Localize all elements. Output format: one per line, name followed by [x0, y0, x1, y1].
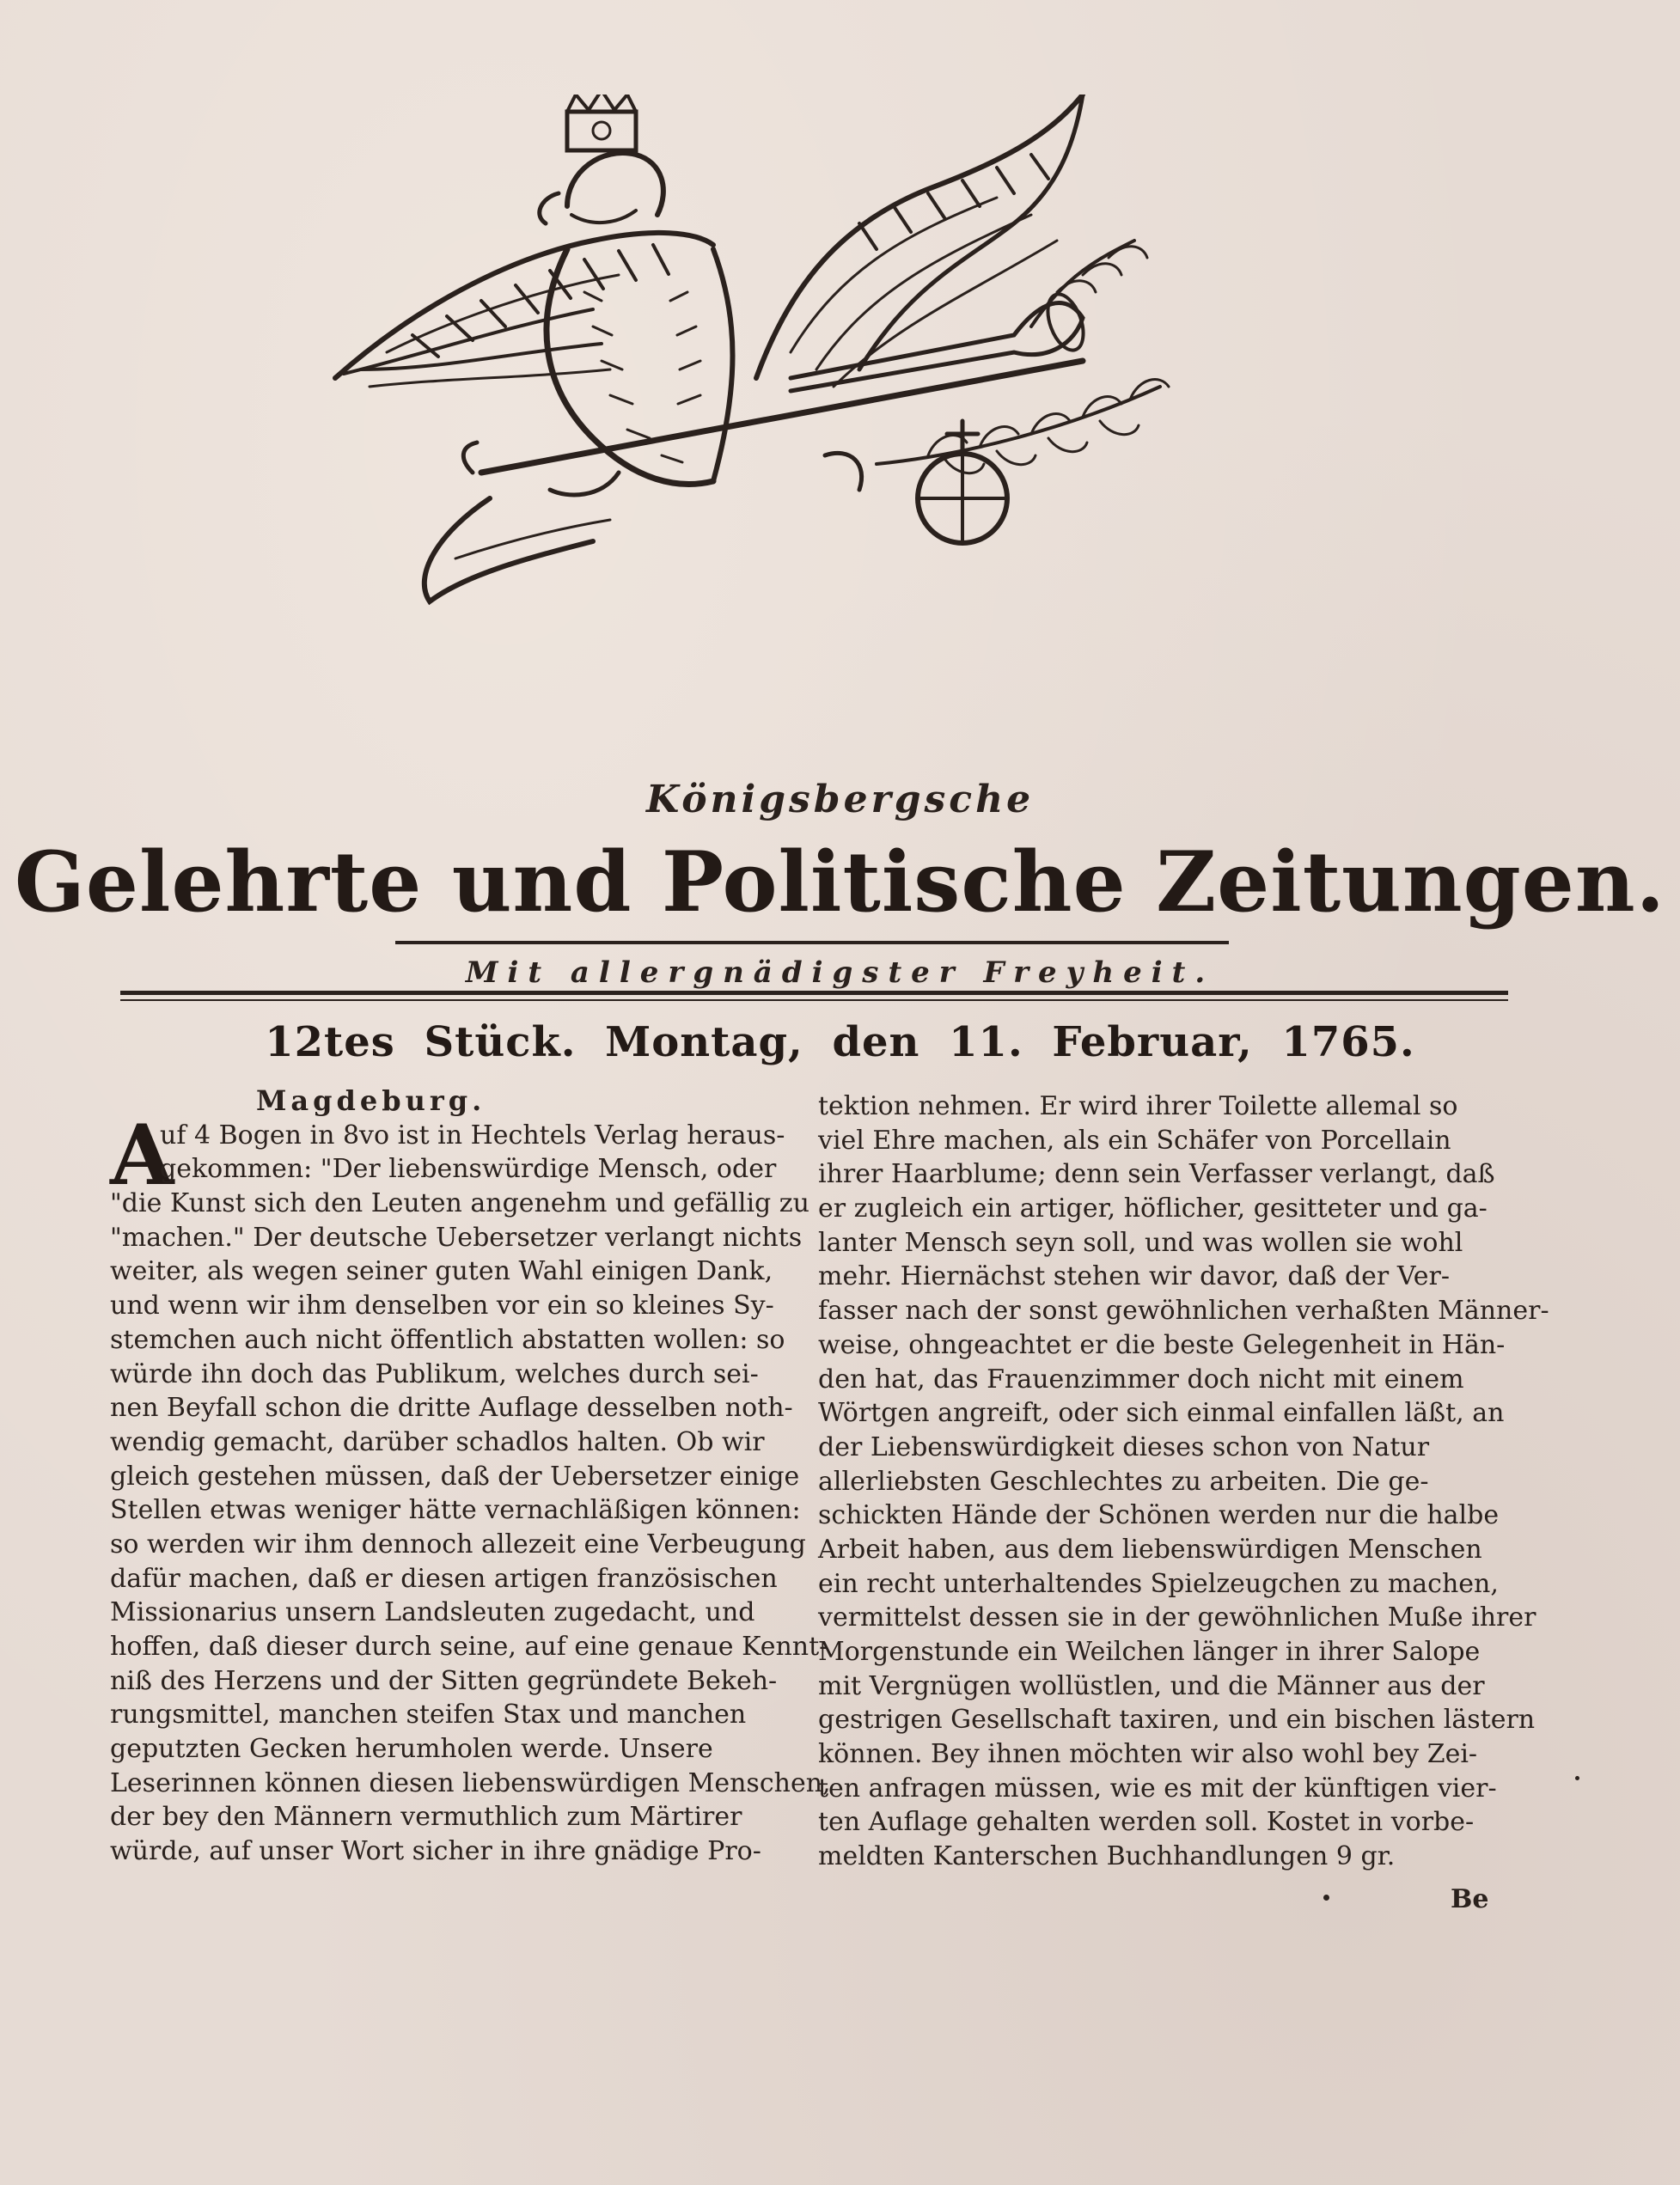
text-line: können. Bey ihnen möchten wir also wohl bey Zei-: [818, 1739, 1478, 1770]
article-column-right: [818, 1089, 1549, 1874]
catchword: Be: [1451, 1884, 1489, 1914]
text-line: viel Ehre machen, als ein Schäfer von Porcellain: [818, 1125, 1451, 1156]
text-line: der Liebenswürdigkeit dieses schon von Natur: [818, 1431, 1430, 1462]
text-line: würde ihn doch das Publikum, welches durch sei-: [110, 1358, 759, 1389]
text-line: ten anfragen müssen, wie es mit der künftigen vier-: [818, 1773, 1497, 1804]
text-line: er zugleich ein artiger, höflicher, gesitteter und ga-: [818, 1193, 1488, 1224]
text-line: ein recht unterhaltendes Spielzeugchen zu machen,: [818, 1568, 1499, 1599]
text-line: fasser nach der sonst gewöhnlichen verhaßten Männer-: [818, 1296, 1549, 1327]
text-line: ten Auflage gehalten werden soll. Kostet in vorbe-: [818, 1807, 1475, 1838]
text-line: weise, ohngeachtet er die beste Gelegenheit in Hän-: [818, 1329, 1506, 1360]
ink-speck: [1323, 1895, 1329, 1901]
text-line: gestrigen Gesellschaft taxiren, und ein bischen lästern: [818, 1705, 1536, 1736]
ink-speck: [1575, 1776, 1579, 1780]
privilege-line: Mit allergnädigster Freyheit.: [465, 955, 1215, 990]
title-rule: [395, 941, 1229, 944]
text-line: dafür machen, daß er diesen artigen französischen: [110, 1563, 778, 1594]
text-line: Missionarius unsern Landsleuten zugedacht, und: [110, 1597, 755, 1628]
text-line: mehr. Hiernächst stehen wir davor, daß der Ver-: [818, 1261, 1450, 1292]
text-line: Stellen etwas weniger hätte vernachläßigen können:: [110, 1495, 801, 1526]
newspaper-title: Gelehrte und Politische Zeitungen.: [14, 833, 1666, 931]
text-line: der bey den Männern vermuthlich zum Märtirer: [110, 1802, 742, 1833]
masthead-rule-thin: [120, 999, 1508, 1001]
article-place-heading: Magdeburg.: [256, 1084, 486, 1117]
text-line: rungsmittel, manchen steifen Stax und manchen: [110, 1700, 747, 1730]
issue-line: 12tes Stück. Montag, den 11. Februar, 1765.: [265, 1018, 1415, 1066]
text-line: so werden wir ihm dennoch allezeit eine Verbeugung: [110, 1529, 806, 1559]
text-line: ihrer Haarblume; denn sein Verfasser verlangt, daß: [818, 1159, 1495, 1190]
crowned-eagle-emblem-icon: [309, 95, 1341, 782]
text-line: hoffen, daß dieser durch seine, auf eine genaue Kennt-: [110, 1632, 828, 1662]
newspaper-supertitle: Königsbergsche: [645, 778, 1035, 821]
text-line: und wenn wir ihm denselben vor ein so kleines Sy-: [110, 1291, 774, 1321]
text-line: Morgenstunde ein Weilchen länger in ihrer Salope: [818, 1637, 1481, 1667]
text-line: mit Vergnügen wollüstlen, und die Männer aus der: [818, 1670, 1485, 1701]
masthead-rule: [120, 991, 1508, 995]
text-line: Leserinnen können diesen liebenswürdigen Menschen,: [110, 1767, 831, 1798]
text-line: niß des Herzens und der Sitten gegründete Bekeh-: [110, 1665, 778, 1696]
text-line: nen Beyfall schon die dritte Auflage desselben noth-: [110, 1393, 793, 1424]
text-line: Wörtgen angreift, oder sich einmal einfallen läßt, an: [818, 1398, 1505, 1429]
text-line: würde, auf unser Wort sicher in ihre gnädige Pro-: [110, 1836, 761, 1867]
article-column-left: [110, 1084, 831, 1869]
text-line: Arbeit haben, aus dem liebenswürdigen Menschen: [818, 1534, 1482, 1565]
text-line: tektion nehmen. Er wird ihrer Toilette allemal so: [818, 1091, 1458, 1121]
text-line: vermittelst dessen sie in der gewöhnlichen Muße ihrer: [818, 1602, 1536, 1633]
text-line: meldten Kanterschen Buchhandlungen 9 gr.: [818, 1841, 1396, 1872]
text-line: den hat, das Frauenzimmer doch nicht mit einem: [818, 1364, 1464, 1395]
text-line: "die Kunst sich den Leuten angenehm und gefällig zu: [110, 1188, 809, 1219]
text-line: geputzten Gecken herumholen werde. Unsere: [110, 1734, 713, 1765]
text-line: gekommen: "Der liebenswürdige Mensch, oder: [160, 1154, 777, 1185]
text-line: wendig gemacht, darüber schadlos halten. Ob wir: [110, 1426, 765, 1457]
text-line: gleich gestehen müssen, daß der Uebersetzer einige: [110, 1461, 800, 1492]
text-line: stemchen auch nicht öffentlich abstatten wollen: so: [110, 1324, 785, 1355]
text-line: lanter Mensch seyn soll, und was wollen sie wohl: [818, 1227, 1463, 1258]
text-line: weiter, als wegen seiner guten Wahl einigen Dank,: [110, 1256, 773, 1287]
text-line: "machen." Der deutsche Uebersetzer verlangt nichts: [110, 1222, 803, 1253]
text-line: uf 4 Bogen in 8vo ist in Hechtels Verlag heraus-: [160, 1120, 785, 1150]
drop-capital: A: [110, 1107, 174, 1204]
text-line: allerliebsten Geschlechtes zu arbeiten. Die ge-: [818, 1466, 1429, 1497]
text-line: schickten Hände der Schönen werden nur die halbe: [818, 1500, 1500, 1531]
